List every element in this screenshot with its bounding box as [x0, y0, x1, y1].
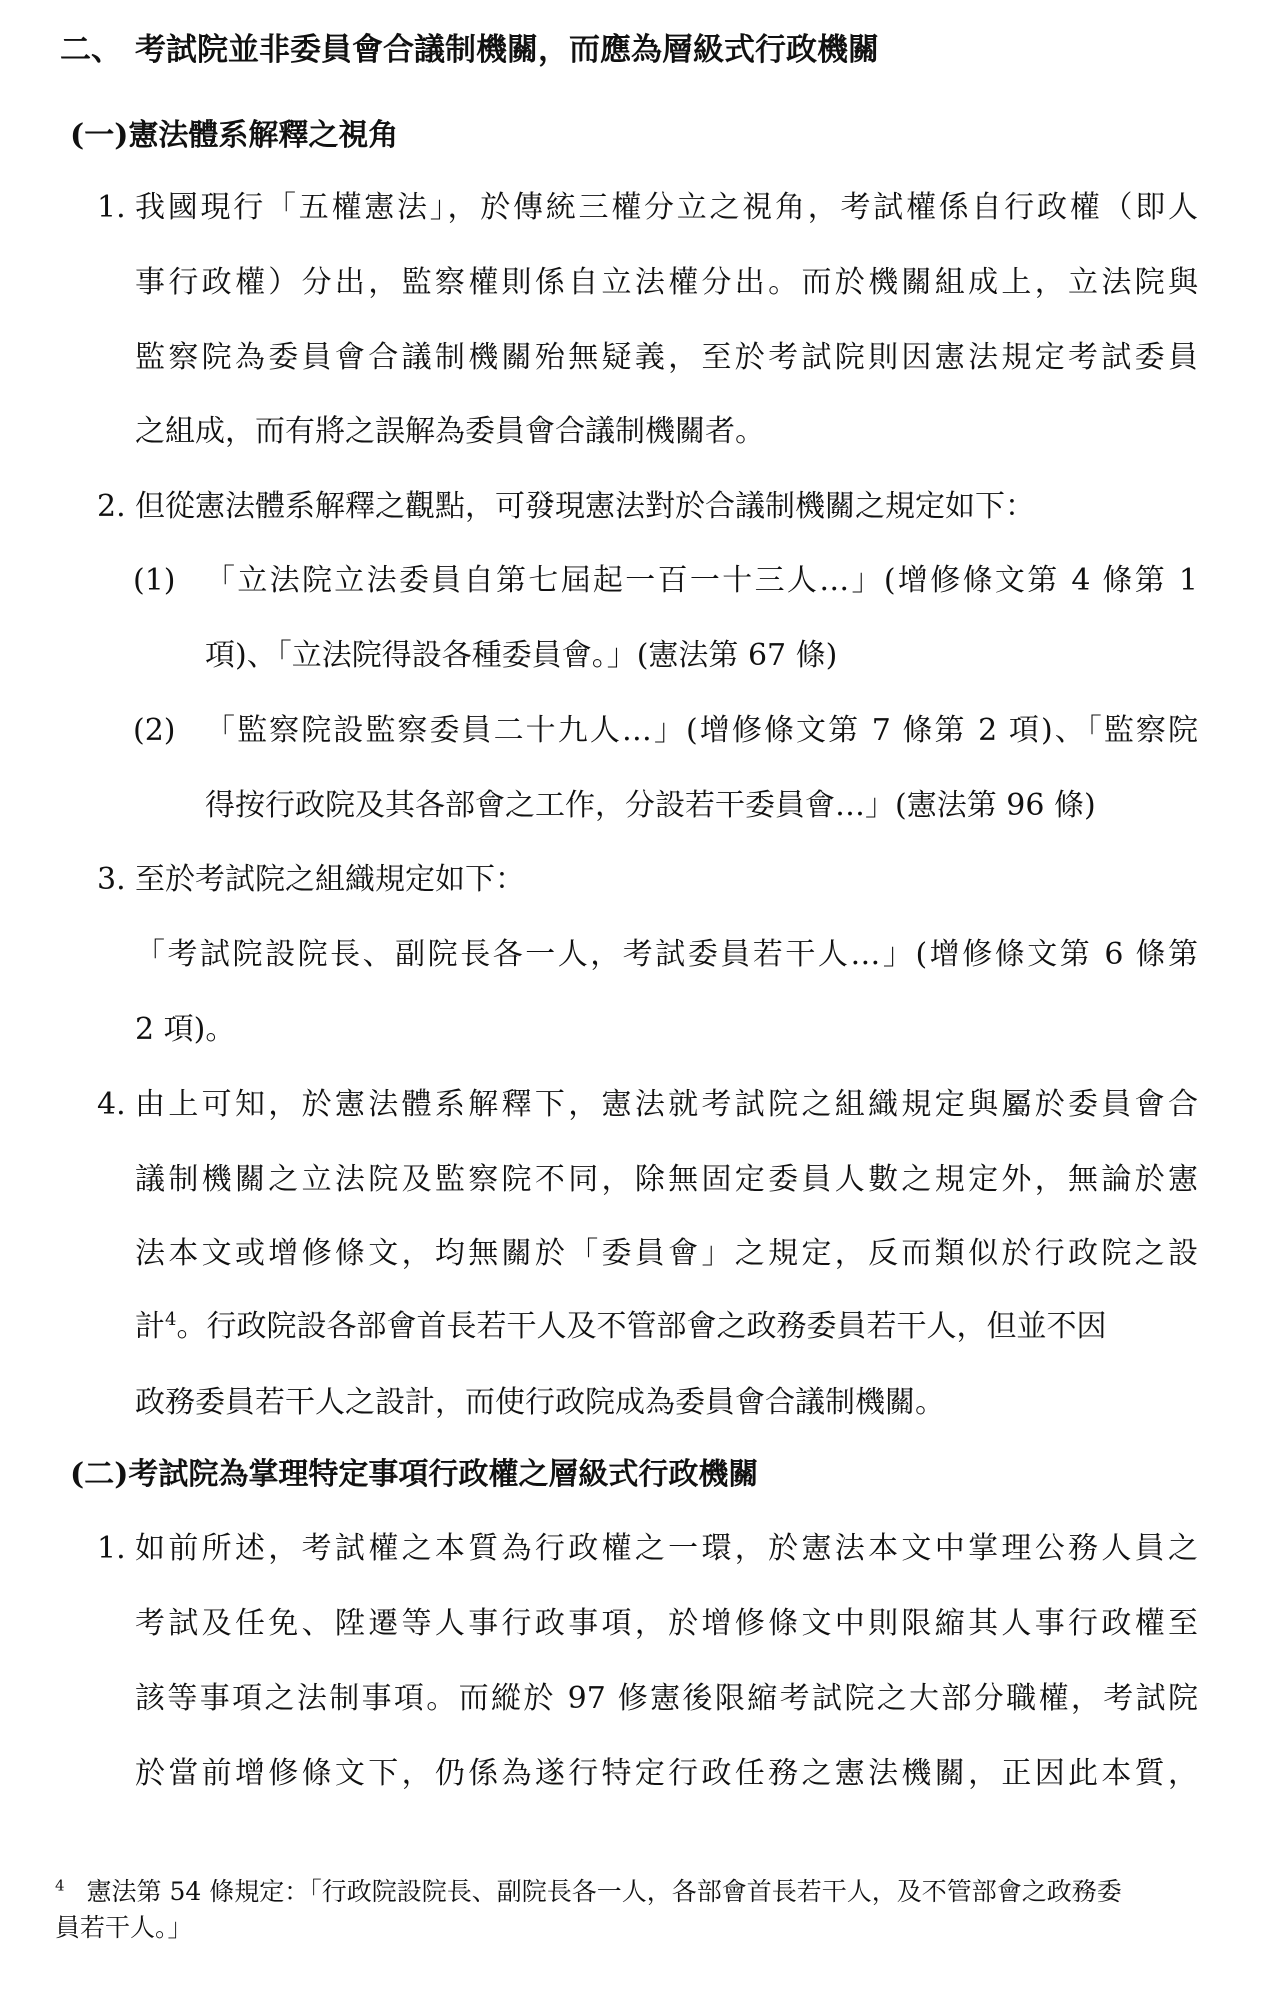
paragraph-line: 「立法院立法委員自第七屆起一百一十三人…」(增修條文第 4 條第 1 [205, 563, 1198, 598]
paragraph-line: 考試及任免、陞遷等人事行政事項，於增修條文中則限縮其人事行政權至 [135, 1606, 1198, 1641]
paragraph-line: 事行政權）分出，監察權則係自立法權分出。而於機關組成上，立法院與 [135, 265, 1198, 300]
paragraph-line: 法本文或增修條文，均無關於「委員會」之規定，反而類似於行政院之設 [135, 1236, 1198, 1271]
footnote-anchor-text: 計 [135, 1309, 165, 1344]
footnote-continuation: 員若干人。」 [55, 1913, 193, 1942]
footnote-reference[interactable]: 4 [165, 1309, 177, 1330]
quote-line: 2 項)。 [135, 1012, 236, 1047]
paragraph-line: 如前所述，考試權之本質為行政權之一環，於憲法本文中掌理公務人員之 [135, 1531, 1198, 1566]
section2-title: (二)考試院為掌理特定事項行政權之層級式行政機關 [70, 1457, 759, 1492]
paragraph-line: 該等事項之法制事項。而縱於 97 修憲後限縮考試院之大部分職權，考試院 [135, 1681, 1198, 1716]
heading-number: 二、 [60, 32, 122, 68]
paragraph-line-with-footnote [135, 1307, 1198, 1347]
paragraph-line: 監察院為委員會合議制機關殆無疑義，至於考試院則因憲法規定考試委員 [135, 340, 1198, 375]
paragraph-line: 項)、「立法院得設各種委員會。」(憲法第 67 條) [205, 638, 838, 673]
section1-title: (一)憲法體系解釋之視角 [70, 118, 399, 153]
heading-title: 考試院並非委員會合議制機關，而應為層級式行政機關 [135, 32, 879, 68]
paragraph-text: 。行政院設各部會首長若干人及不管部會之政務委員若干人，但並不因 [176, 1309, 1107, 1344]
paragraph-line: 但從憲法體系解釋之觀點，可發現憲法對於合議制機關之規定如下： [135, 489, 1035, 524]
item-number: 4. [97, 1087, 126, 1122]
paragraph-line: 政務委員若干人之設計，而使行政院成為委員會合議制機關。 [135, 1385, 945, 1420]
item-number: 2. [97, 489, 126, 524]
item-number: 1. [97, 1531, 126, 1566]
paragraph-line: 我國現行「五權憲法」，於傳統三權分立之視角，考試權係自行政權（即人 [135, 190, 1198, 225]
footnote-text: 憲法第 54 條規定：「行政院設院長、副院長各一人，各部會首長若干人，及不管部會之政務委 [86, 1877, 1122, 1906]
paragraph-line: 議制機關之立法院及監察院不同，除無固定委員人數之規定外，無論於憲 [135, 1162, 1198, 1197]
paragraph-line: 「監察院設監察委員二十九人…」(增修條文第 7 條第 2 項)、「監察院 [205, 713, 1198, 748]
paragraph-line: 之組成，而有將之誤解為委員會合議制機關者。 [135, 414, 765, 449]
item-number: 1. [97, 190, 126, 225]
quote-line: 「考試院設院長、副院長各一人，考試委員若干人…」(增修條文第 6 條第 [135, 937, 1198, 972]
subitem-number: (2) [133, 713, 176, 748]
footnote [55, 1876, 1122, 1908]
paragraph-line: 得按行政院及其各部會之工作，分設若干委員會…」(憲法第 96 條) [205, 788, 1096, 823]
subitem-number: (1) [133, 563, 176, 598]
item-number: 3. [97, 862, 126, 897]
paragraph-line: 至於考試院之組織規定如下： [135, 862, 525, 897]
paragraph-line: 於當前增修條文下，仍係為遂行特定行政任務之憲法機關，正因此本質， [135, 1756, 1198, 1791]
footnote-mark: 4 [55, 1876, 65, 1895]
paragraph-line: 由上可知，於憲法體系解釋下，憲法就考試院之組織規定與屬於委員會合 [135, 1087, 1198, 1122]
